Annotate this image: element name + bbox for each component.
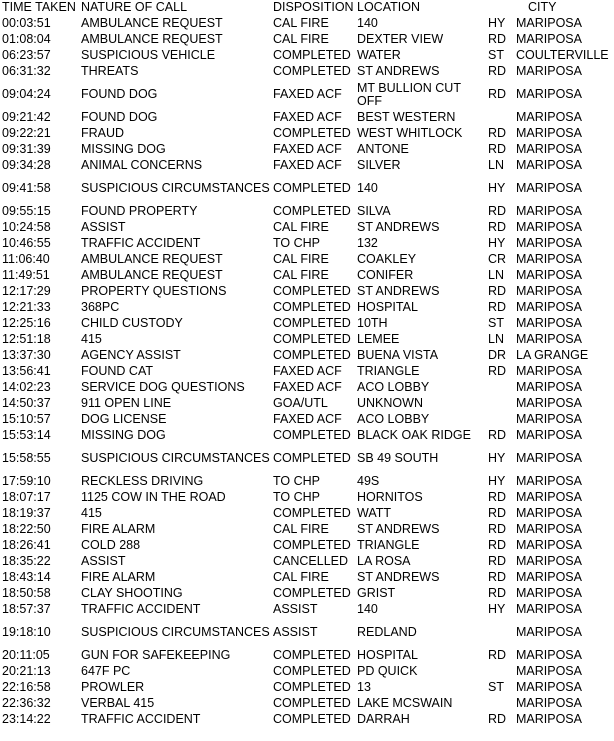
cell-time-taken: 12:17:29 bbox=[2, 284, 51, 299]
cell-nature-of-call: 415 bbox=[81, 506, 102, 521]
cell-city: MARIPOSA bbox=[516, 602, 582, 617]
cell-nature-of-call: AMBULANCE REQUEST bbox=[81, 32, 223, 47]
table-row bbox=[0, 474, 614, 490]
cell-nature-of-call: PROPERTY QUESTIONS bbox=[81, 284, 227, 299]
cell-location: BLACK OAK RIDGE bbox=[357, 428, 471, 443]
cell-city: MARIPOSA bbox=[516, 252, 582, 267]
cell-city: MARIPOSA bbox=[516, 490, 582, 505]
cell-time-taken: 09:22:21 bbox=[2, 126, 51, 141]
cell-street-suffix: CR bbox=[488, 252, 507, 267]
cell-location: 13 bbox=[357, 680, 371, 695]
cell-nature-of-call: FOUND DOG bbox=[81, 87, 158, 102]
table-row bbox=[0, 32, 614, 48]
cell-city: MARIPOSA bbox=[516, 474, 582, 489]
cell-nature-of-call: AGENCY ASSIST bbox=[81, 348, 181, 363]
cell-nature-of-call: SUSPICIOUS VEHICLE bbox=[81, 48, 216, 63]
cell-location: DEXTER VIEW bbox=[357, 32, 444, 47]
cell-nature-of-call: FIRE ALARM bbox=[81, 570, 156, 585]
cell-city: LA GRANGE bbox=[516, 348, 589, 363]
cell-time-taken: 14:50:37 bbox=[2, 396, 51, 411]
cell-disposition: COMPLETED bbox=[273, 204, 351, 219]
cell-nature-of-call: ASSIST bbox=[81, 554, 126, 569]
cell-city: MARIPOSA bbox=[516, 506, 582, 521]
cell-location: WATER bbox=[357, 48, 401, 63]
cell-nature-of-call: MISSING DOG bbox=[81, 142, 166, 157]
cell-time-taken: 10:46:55 bbox=[2, 236, 51, 251]
cell-nature-of-call: SUSPICIOUS CIRCUMSTANCES bbox=[81, 181, 270, 196]
cell-location: PD QUICK bbox=[357, 664, 418, 679]
table-row bbox=[0, 444, 614, 474]
cell-time-taken: 15:58:55 bbox=[2, 451, 51, 466]
cell-time-taken: 09:31:39 bbox=[2, 142, 51, 157]
cell-city: MARIPOSA bbox=[516, 268, 582, 283]
cell-disposition: ASSIST bbox=[273, 602, 318, 617]
table-row bbox=[0, 142, 614, 158]
cell-city: MARIPOSA bbox=[516, 570, 582, 585]
cell-city: MARIPOSA bbox=[516, 412, 582, 427]
cell-nature-of-call: THREATS bbox=[81, 64, 139, 79]
cell-disposition: TO CHP bbox=[273, 474, 320, 489]
cell-time-taken: 14:02:23 bbox=[2, 380, 51, 395]
cell-street-suffix: ST bbox=[488, 48, 504, 63]
table-row bbox=[0, 268, 614, 284]
cell-nature-of-call: PROWLER bbox=[81, 680, 145, 695]
table-row bbox=[0, 602, 614, 618]
cell-city: MARIPOSA bbox=[516, 158, 582, 173]
cell-nature-of-call: MISSING DOG bbox=[81, 428, 166, 443]
cell-city: MARIPOSA bbox=[516, 87, 582, 102]
cell-street-suffix: DR bbox=[488, 348, 507, 363]
cell-disposition: COMPLETED bbox=[273, 648, 351, 663]
cell-street-suffix: RD bbox=[488, 554, 507, 569]
cell-disposition: COMPLETED bbox=[273, 126, 351, 141]
cell-disposition: COMPLETED bbox=[273, 428, 351, 443]
cell-location: CONIFER bbox=[357, 268, 414, 283]
cell-nature-of-call: 415 bbox=[81, 332, 102, 347]
cell-street-suffix: HY bbox=[488, 602, 506, 617]
table-row bbox=[0, 126, 614, 142]
cell-city: MARIPOSA bbox=[516, 126, 582, 141]
table-row bbox=[0, 174, 614, 204]
cell-city: MARIPOSA bbox=[516, 451, 582, 466]
cell-nature-of-call: AMBULANCE REQUEST bbox=[81, 268, 223, 283]
cell-time-taken: 12:25:16 bbox=[2, 316, 51, 331]
cell-time-taken: 22:16:58 bbox=[2, 680, 51, 695]
cell-street-suffix: RD bbox=[488, 364, 507, 379]
cell-disposition: COMPLETED bbox=[273, 506, 351, 521]
cell-street-suffix: LN bbox=[488, 268, 504, 283]
cell-time-taken: 22:36:32 bbox=[2, 696, 51, 711]
cell-location: TRIANGLE bbox=[357, 538, 420, 553]
cell-location: 132 bbox=[357, 236, 378, 251]
cell-nature-of-call: SUSPICIOUS CIRCUMSTANCES bbox=[81, 451, 270, 466]
cell-time-taken: 18:50:58 bbox=[2, 586, 51, 601]
cell-nature-of-call: FOUND PROPERTY bbox=[81, 204, 198, 219]
table-row bbox=[0, 380, 614, 396]
cell-location: WEST WHITLOCK bbox=[357, 126, 463, 141]
cell-disposition: CAL FIRE bbox=[273, 570, 329, 585]
table-row bbox=[0, 538, 614, 554]
table-row bbox=[0, 618, 614, 648]
cell-nature-of-call: 911 OPEN LINE bbox=[81, 396, 172, 411]
cell-city: MARIPOSA bbox=[516, 284, 582, 299]
cell-city: MARIPOSA bbox=[516, 332, 582, 347]
cell-disposition: COMPLETED bbox=[273, 538, 351, 553]
cell-time-taken: 09:55:15 bbox=[2, 204, 51, 219]
cell-location: 140 bbox=[357, 181, 378, 196]
cell-location: TRIANGLE bbox=[357, 364, 420, 379]
cell-time-taken: 23:14:22 bbox=[2, 712, 51, 727]
cell-street-suffix: RD bbox=[488, 428, 507, 443]
cell-location: ST ANDREWS bbox=[357, 220, 440, 235]
cell-street-suffix: LN bbox=[488, 332, 504, 347]
cell-location: LA ROSA bbox=[357, 554, 411, 569]
cell-street-suffix: RD bbox=[488, 570, 507, 585]
header-nature-of-call: NATURE OF CALL bbox=[81, 0, 188, 15]
cell-street-suffix: RD bbox=[488, 586, 507, 601]
cell-time-taken: 18:22:50 bbox=[2, 522, 51, 537]
cell-street-suffix: RD bbox=[488, 284, 507, 299]
cell-city: MARIPOSA bbox=[516, 110, 582, 125]
table-row bbox=[0, 648, 614, 664]
cell-nature-of-call: FRAUD bbox=[81, 126, 125, 141]
cell-street-suffix: HY bbox=[488, 181, 506, 196]
cell-street-suffix: RD bbox=[488, 538, 507, 553]
cell-location: SILVER bbox=[357, 158, 401, 173]
cell-street-suffix: RD bbox=[488, 32, 507, 47]
cell-time-taken: 09:41:58 bbox=[2, 181, 51, 196]
cell-disposition: COMPLETED bbox=[273, 451, 351, 466]
header-row bbox=[0, 0, 614, 16]
cell-street-suffix bbox=[486, 380, 514, 396]
table-row bbox=[0, 428, 614, 444]
cell-time-taken: 06:23:57 bbox=[2, 48, 51, 63]
cell-time-taken: 09:21:42 bbox=[2, 110, 51, 125]
cell-street-suffix: RD bbox=[488, 126, 507, 141]
cell-city: MARIPOSA bbox=[516, 236, 582, 251]
cell-location: GRIST bbox=[357, 586, 396, 601]
cell-time-taken: 01:08:04 bbox=[2, 32, 51, 47]
table-row bbox=[0, 396, 614, 412]
cell-location: BUENA VISTA bbox=[357, 348, 439, 363]
cell-city: COULTERVILLE bbox=[516, 48, 609, 63]
cell-disposition: CAL FIRE bbox=[273, 32, 329, 47]
header-disposition: DISPOSITION bbox=[273, 0, 354, 15]
cell-city: MARIPOSA bbox=[516, 64, 582, 79]
cell-city: MARIPOSA bbox=[516, 680, 582, 695]
cell-city: MARIPOSA bbox=[516, 204, 582, 219]
table-row bbox=[0, 570, 614, 586]
cell-disposition: COMPLETED bbox=[273, 696, 351, 711]
cell-disposition: CAL FIRE bbox=[273, 220, 329, 235]
cell-disposition: COMPLETED bbox=[273, 284, 351, 299]
cell-location: LEMEE bbox=[357, 332, 400, 347]
cell-city: MARIPOSA bbox=[516, 586, 582, 601]
cell-time-taken: 20:11:05 bbox=[2, 648, 50, 663]
cell-nature-of-call: RECKLESS DRIVING bbox=[81, 474, 204, 489]
cell-time-taken: 09:34:28 bbox=[2, 158, 51, 173]
cell-time-taken: 18:07:17 bbox=[2, 490, 51, 505]
cell-nature-of-call: FOUND DOG bbox=[81, 110, 158, 125]
cell-street-suffix bbox=[486, 664, 514, 680]
cell-time-taken: 12:21:33 bbox=[2, 300, 51, 315]
cell-street-suffix: RD bbox=[488, 204, 507, 219]
cell-nature-of-call: DOG LICENSE bbox=[81, 412, 167, 427]
cell-street-suffix: RD bbox=[488, 490, 507, 505]
cell-location: ACO LOBBY bbox=[357, 380, 430, 395]
cell-location: BEST WESTERN bbox=[357, 110, 456, 125]
cell-time-taken: 13:56:41 bbox=[2, 364, 51, 379]
cell-location: ST ANDREWS bbox=[357, 522, 440, 537]
cell-time-taken: 17:59:10 bbox=[2, 474, 51, 489]
cell-time-taken: 00:03:51 bbox=[2, 16, 51, 31]
table-row bbox=[0, 316, 614, 332]
table-row bbox=[0, 412, 614, 428]
cell-disposition: ASSIST bbox=[273, 625, 318, 640]
cell-nature-of-call: SUSPICIOUS CIRCUMSTANCES bbox=[81, 625, 270, 640]
cell-city: MARIPOSA bbox=[516, 428, 582, 443]
cell-location: SILVA bbox=[357, 204, 391, 219]
cell-disposition: FAXED ACF bbox=[273, 412, 342, 427]
cell-nature-of-call: VERBAL 415 bbox=[81, 696, 155, 711]
cell-disposition: FAXED ACF bbox=[273, 110, 342, 125]
cell-time-taken: 10:24:58 bbox=[2, 220, 51, 235]
header-city: CITY bbox=[528, 0, 557, 15]
cell-disposition: COMPLETED bbox=[273, 64, 351, 79]
cell-city: MARIPOSA bbox=[516, 648, 582, 663]
cell-time-taken: 09:04:24 bbox=[2, 87, 51, 102]
table-row bbox=[0, 680, 614, 696]
cell-disposition: CAL FIRE bbox=[273, 252, 329, 267]
cell-nature-of-call: FOUND CAT bbox=[81, 364, 153, 379]
table-row bbox=[0, 348, 614, 364]
cell-street-suffix bbox=[486, 396, 514, 412]
cell-street-suffix: ST bbox=[488, 316, 504, 331]
cell-street-suffix: ST bbox=[488, 680, 504, 695]
cell-street-suffix bbox=[486, 110, 514, 126]
cell-location: 49S bbox=[357, 474, 380, 489]
cell-nature-of-call: ASSIST bbox=[81, 220, 126, 235]
cell-location: COAKLEY bbox=[357, 252, 417, 267]
cell-disposition: CANCELLED bbox=[273, 554, 349, 569]
cell-nature-of-call: 647F PC bbox=[81, 664, 131, 679]
table-row bbox=[0, 522, 614, 538]
table-row bbox=[0, 554, 614, 570]
header-location: LOCATION bbox=[357, 0, 420, 15]
header-time-taken: TIME TAKEN bbox=[2, 0, 76, 15]
table-row bbox=[0, 332, 614, 348]
cell-street-suffix bbox=[486, 696, 514, 712]
table-row bbox=[0, 158, 614, 174]
cell-street-suffix: RD bbox=[488, 64, 507, 79]
cell-city: MARIPOSA bbox=[516, 16, 582, 31]
cell-nature-of-call: GUN FOR SAFEKEEPING bbox=[81, 648, 231, 663]
cell-city: MARIPOSA bbox=[516, 625, 582, 640]
header-street-suffix bbox=[486, 0, 514, 16]
table-row bbox=[0, 236, 614, 252]
cell-disposition: TO CHP bbox=[273, 236, 320, 251]
table-row bbox=[0, 64, 614, 80]
cell-disposition: CAL FIRE bbox=[273, 16, 329, 31]
cell-time-taken: 15:53:14 bbox=[2, 428, 51, 443]
cell-disposition: CAL FIRE bbox=[273, 522, 329, 537]
cell-city: MARIPOSA bbox=[516, 380, 582, 395]
cell-location: 140 bbox=[357, 16, 378, 31]
cell-time-taken: 13:37:30 bbox=[2, 348, 51, 363]
cell-location: MT BULLION CUT OFF bbox=[357, 80, 461, 108]
table-row bbox=[0, 490, 614, 506]
cell-time-taken: 12:51:18 bbox=[2, 332, 51, 347]
table-row bbox=[0, 48, 614, 64]
cell-street-suffix: RD bbox=[488, 522, 507, 537]
cell-disposition: COMPLETED bbox=[273, 48, 351, 63]
cell-nature-of-call: COLD 288 bbox=[81, 538, 141, 553]
cell-time-taken: 20:21:13 bbox=[2, 664, 51, 679]
cell-street-suffix: RD bbox=[488, 648, 507, 663]
table-row bbox=[0, 664, 614, 680]
cell-location: 140 bbox=[357, 602, 378, 617]
cell-time-taken: 18:35:22 bbox=[2, 554, 51, 569]
cell-location: HOSPITAL bbox=[357, 300, 418, 315]
table-row bbox=[0, 220, 614, 236]
cell-city: MARIPOSA bbox=[516, 32, 582, 47]
cell-disposition: COMPLETED bbox=[273, 712, 351, 727]
cell-disposition: FAXED ACF bbox=[273, 142, 342, 157]
cell-nature-of-call: 1125 COW IN THE ROAD bbox=[81, 490, 226, 505]
table-row bbox=[0, 110, 614, 126]
cell-disposition: COMPLETED bbox=[273, 586, 351, 601]
cell-city: MARIPOSA bbox=[516, 220, 582, 235]
cell-disposition: COMPLETED bbox=[273, 664, 351, 679]
cell-city: MARIPOSA bbox=[516, 522, 582, 537]
cell-street-suffix: HY bbox=[488, 451, 506, 466]
cell-disposition: COMPLETED bbox=[273, 316, 351, 331]
cell-street-suffix: RD bbox=[488, 87, 507, 102]
cell-disposition: COMPLETED bbox=[273, 332, 351, 347]
cell-nature-of-call: CLAY SHOOTING bbox=[81, 586, 183, 601]
cell-disposition: FAXED ACF bbox=[273, 158, 342, 173]
table-row bbox=[0, 204, 614, 220]
cell-location: WATT bbox=[357, 506, 392, 521]
cell-street-suffix: RD bbox=[488, 506, 507, 521]
cell-nature-of-call: FIRE ALARM bbox=[81, 522, 156, 537]
cell-location: 10TH bbox=[357, 316, 388, 331]
cell-nature-of-call: CHILD CUSTODY bbox=[81, 316, 183, 331]
cell-location: LAKE MCSWAIN bbox=[357, 696, 453, 711]
cell-location: UNKNOWN bbox=[357, 396, 423, 411]
cell-time-taken: 19:18:10 bbox=[2, 625, 51, 640]
cell-nature-of-call: ANIMAL CONCERNS bbox=[81, 158, 203, 173]
cell-city: MARIPOSA bbox=[516, 300, 582, 315]
cell-city: MARIPOSA bbox=[516, 696, 582, 711]
cell-city: MARIPOSA bbox=[516, 181, 582, 196]
cell-disposition: FAXED ACF bbox=[273, 87, 342, 102]
cell-time-taken: 06:31:32 bbox=[2, 64, 51, 79]
cell-nature-of-call: 368PC bbox=[81, 300, 120, 315]
cell-nature-of-call: SERVICE DOG QUESTIONS bbox=[81, 380, 245, 395]
table-row bbox=[0, 252, 614, 268]
cell-location: ST ANDREWS bbox=[357, 570, 440, 585]
cell-nature-of-call: AMBULANCE REQUEST bbox=[81, 252, 223, 267]
cell-street-suffix: RD bbox=[488, 142, 507, 157]
table-row bbox=[0, 586, 614, 602]
cell-city: MARIPOSA bbox=[516, 538, 582, 553]
cell-street-suffix: RD bbox=[488, 712, 507, 727]
call-log-body bbox=[0, 16, 614, 728]
cell-location: DARRAH bbox=[357, 712, 410, 727]
cell-street-suffix: HY bbox=[488, 474, 506, 489]
cell-location: SB 49 SOUTH bbox=[357, 451, 439, 466]
table-row bbox=[0, 712, 614, 728]
cell-street-suffix: LN bbox=[488, 158, 504, 173]
cell-nature-of-call: TRAFFIC ACCIDENT bbox=[81, 602, 201, 617]
cell-disposition: COMPLETED bbox=[273, 680, 351, 695]
cell-time-taken: 11:06:40 bbox=[2, 252, 50, 267]
cell-city: MARIPOSA bbox=[516, 364, 582, 379]
cell-disposition: COMPLETED bbox=[273, 300, 351, 315]
cell-location: ST ANDREWS bbox=[357, 64, 440, 79]
cell-nature-of-call: TRAFFIC ACCIDENT bbox=[81, 712, 201, 727]
cell-city: MARIPOSA bbox=[516, 396, 582, 411]
cell-city: MARIPOSA bbox=[516, 142, 582, 157]
cell-nature-of-call: TRAFFIC ACCIDENT bbox=[81, 236, 201, 251]
cell-time-taken: 18:43:14 bbox=[2, 570, 51, 585]
cell-nature-of-call: AMBULANCE REQUEST bbox=[81, 16, 223, 31]
cell-location: REDLAND bbox=[357, 625, 417, 640]
cell-city: MARIPOSA bbox=[516, 554, 582, 569]
cell-location: ANTONE bbox=[357, 142, 409, 157]
cell-disposition: FAXED ACF bbox=[273, 380, 342, 395]
cell-disposition: FAXED ACF bbox=[273, 364, 342, 379]
table-row bbox=[0, 284, 614, 300]
cell-time-taken: 18:19:37 bbox=[2, 506, 51, 521]
cell-street-suffix bbox=[486, 618, 514, 648]
cell-disposition: CAL FIRE bbox=[273, 268, 329, 283]
table-row bbox=[0, 300, 614, 316]
cell-time-taken: 15:10:57 bbox=[2, 412, 51, 427]
table-row bbox=[0, 80, 614, 110]
cell-time-taken: 18:26:41 bbox=[2, 538, 51, 553]
cell-time-taken: 11:49:51 bbox=[2, 268, 50, 283]
cell-location: ACO LOBBY bbox=[357, 412, 430, 427]
cell-city: MARIPOSA bbox=[516, 664, 582, 679]
cell-street-suffix bbox=[486, 412, 514, 428]
cell-city: MARIPOSA bbox=[516, 316, 582, 331]
table-row bbox=[0, 364, 614, 380]
cell-disposition: TO CHP bbox=[273, 490, 320, 505]
cell-location: HOSPITAL bbox=[357, 648, 418, 663]
cell-time-taken: 18:57:37 bbox=[2, 602, 51, 617]
cell-location: HORNITOS bbox=[357, 490, 423, 505]
table-row bbox=[0, 16, 614, 32]
cell-disposition: COMPLETED bbox=[273, 348, 351, 363]
cell-street-suffix: RD bbox=[488, 220, 507, 235]
cell-street-suffix: HY bbox=[488, 236, 506, 251]
cell-location: ST ANDREWS bbox=[357, 284, 440, 299]
cell-street-suffix: HY bbox=[488, 16, 506, 31]
cell-disposition: COMPLETED bbox=[273, 181, 351, 196]
cell-street-suffix: RD bbox=[488, 300, 507, 315]
table-row bbox=[0, 696, 614, 712]
table-row bbox=[0, 506, 614, 522]
cell-disposition: GOA/UTL bbox=[273, 396, 328, 411]
cell-city: MARIPOSA bbox=[516, 712, 582, 727]
